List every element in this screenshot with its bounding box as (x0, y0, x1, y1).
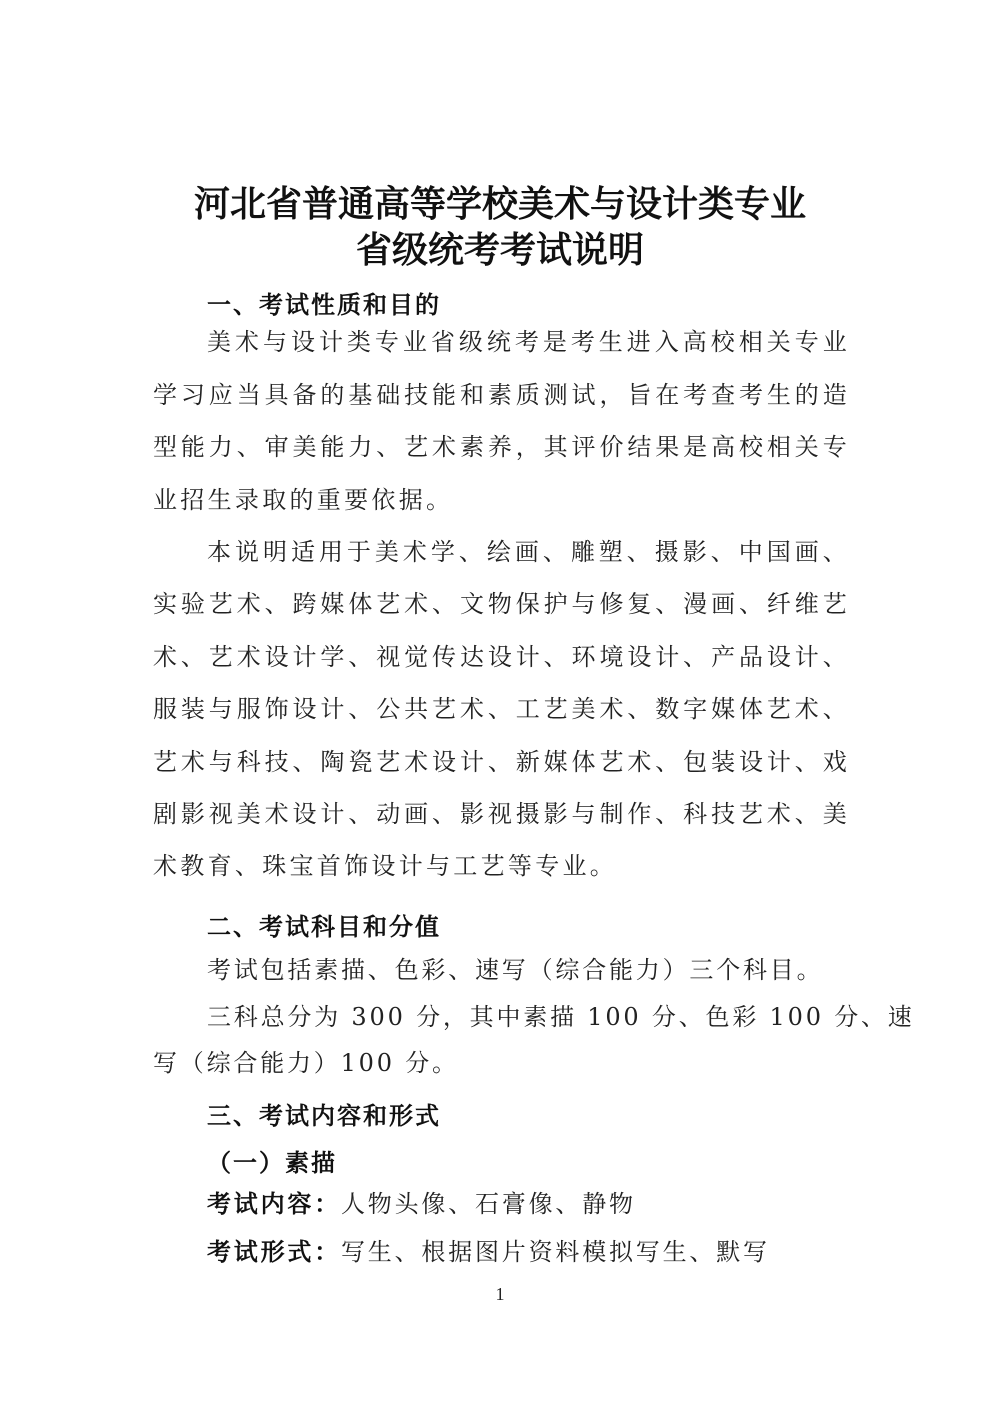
section-3-heading: 三、考试内容和形式 (207, 1101, 441, 1130)
page-number: 1 (495, 1284, 505, 1304)
exam-content-value: 人物头像、石膏像、静物 (341, 1190, 636, 1218)
section-1-paragraph-2: 本说明适用于美术学、绘画、雕塑、摄影、中国画、实验艺术、跨媒体艺术、文物保护与修复、漫画、纤维艺术、艺术设计学、视觉传达设计、环境设计、产品设计、服装与服饰设计、公共艺术、工艺美术、数字媒体艺术、艺术与科技、陶瓷艺术设计、新媒体艺术、包装设计、戏剧影视美术设计、动画、影视摄影与制作、科技艺术、美术教育、珠宝首饰设计与工艺等专业。 (153, 538, 850, 881)
section-1-heading: 一、考试性质和目的 (207, 290, 441, 319)
exam-form-row (207, 1237, 770, 1267)
section-2-line-1: 考试包括素描、色彩、速写（综合能力）三个科目。 (207, 956, 824, 984)
exam-content-label: 考试内容： (207, 1189, 341, 1218)
section-2-line-2: 三科总分为 300 分，其中素描 100 分、色彩 100 分、速 (207, 1003, 915, 1031)
section-2-line-3: 写（综合能力）100 分。 (153, 1049, 459, 1077)
section-3-subheading-sketch: （一）素描 (207, 1148, 337, 1177)
section-2-heading: 二、考试科目和分值 (207, 912, 441, 941)
document-title-line-1: 河北省普通高等学校美术与设计类专业 (193, 183, 806, 225)
exam-content-row (207, 1189, 636, 1219)
document-title-line-2: 省级统考考试说明 (355, 229, 644, 271)
section-1-paragraph-1: 美术与设计类专业省级统考是考生进入高校相关专业学习应当具备的基础技能和素质测试，旨在考查考生的造型能力、审美能力、艺术素养，其评价结果是高校相关专业招生录取的重要依据。 (153, 328, 850, 514)
exam-form-label: 考试形式： (207, 1237, 341, 1266)
exam-form-value: 写生、根据图片资料模拟写生、默写 (341, 1238, 770, 1266)
